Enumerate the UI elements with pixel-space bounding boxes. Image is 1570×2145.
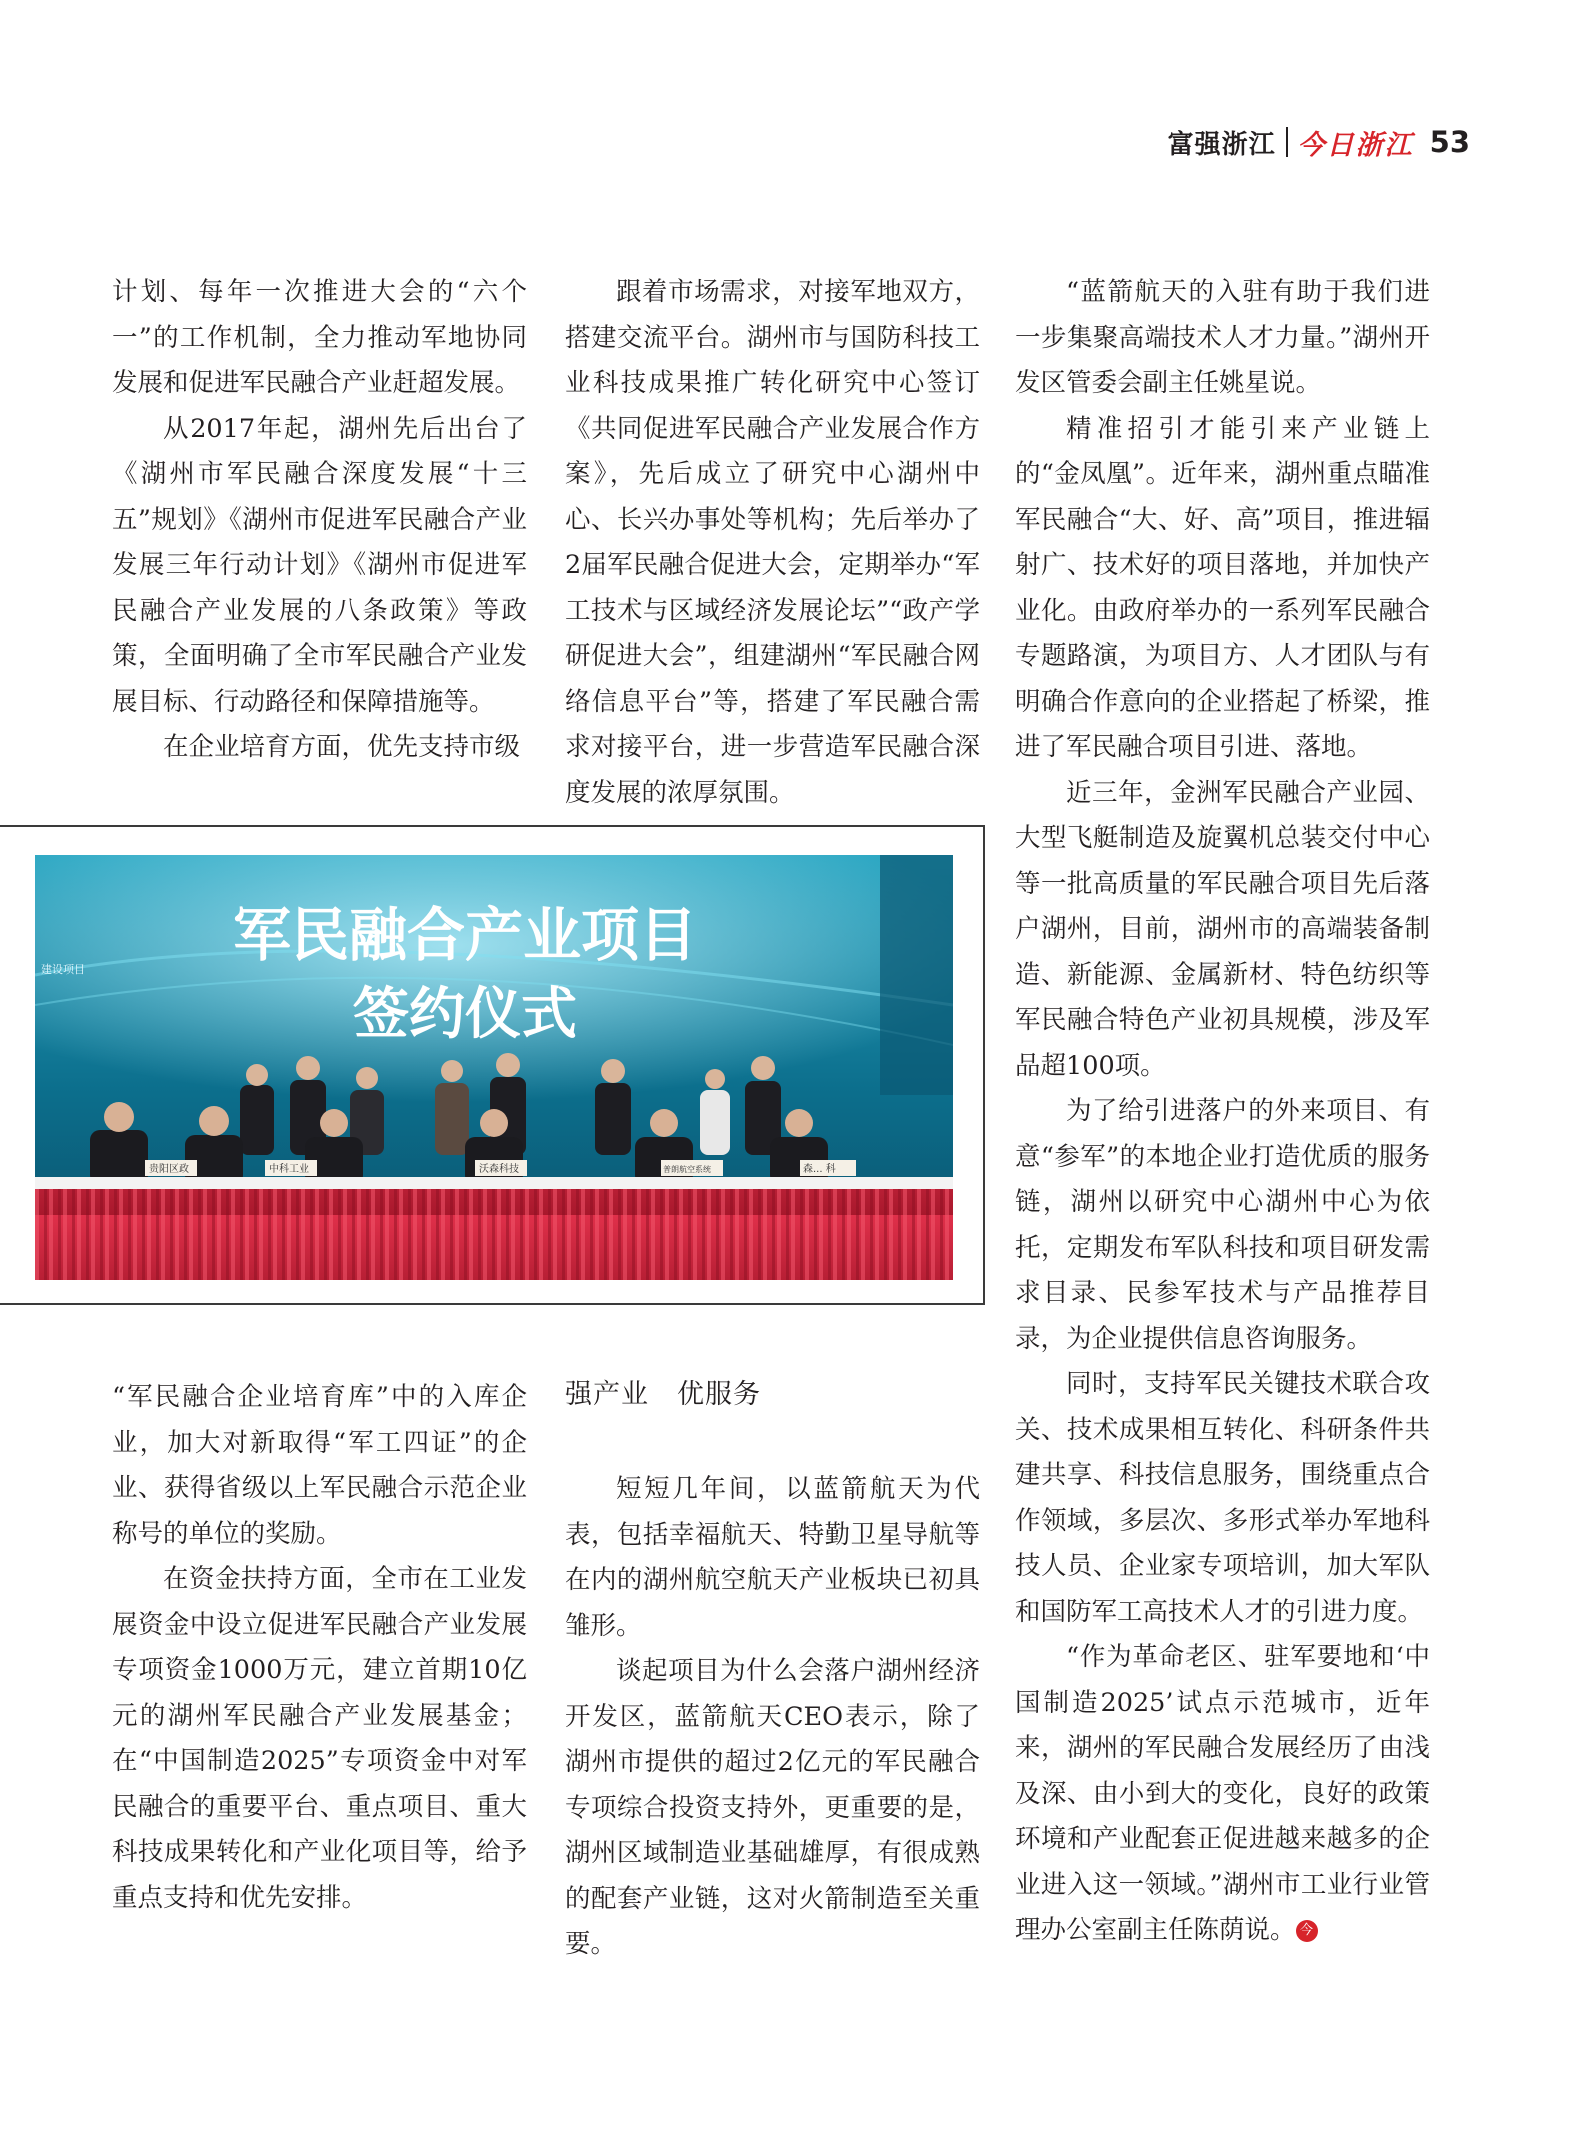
paragraph: 近三年，金洲军民融合产业园、大型飞艇制造及旋翼机总装交付中心等一批高质量的军民融合项目先后落户湖州，目前，湖州市的高端装备制造、新能源、金属新材、特色纺织等军民融合特色产业初具规模，涉及军品超100项。 [1015, 777, 1430, 1081]
section-title: 富强浙江 [1167, 129, 1276, 160]
nameplate-1: 贵阳区政 [149, 1164, 189, 1175]
end-mark-icon: 今 [1296, 1920, 1318, 1942]
paragraph: 短短几年间，以蓝箭航天为代表，包括幸福航天、特勤卫星导航等在内的湖州航空航天产业板块已初具雏形。 [565, 1474, 980, 1641]
paragraph: 在资金扶持方面，全市在工业发展资金中设立促进军民融合产业发展专项资金1000万元，建立首期10亿元的湖州军民融合产业发展基金；在“中国制造2025”专项资金中对军民融合的重要平台、重点项目、重大科技成果转化和产业化项目等，给予重点支持和优先安排。 [112, 1564, 527, 1913]
column-bottom-left [112, 1375, 527, 1921]
paragraph: 在企业培育方面，优先支持市级 [163, 732, 521, 762]
paragraph [1015, 1635, 1430, 1954]
page-header [1168, 120, 1470, 164]
photo-frame [0, 825, 985, 1305]
header-divider [1286, 127, 1288, 157]
paragraph: 精准招引才能引来产业链上的“金凤凰”。近年来，湖州重点瞄准军民融合“大、好、高”项目，推进辐射广、技术好的项目落地，并加快产业化。由政府举办的一系列军民融合专题路演，为项目方、人才团队与有明确合作意向的企业搭起了桥梁，推进了军民融合项目引进、落地。 [1015, 413, 1430, 762]
photo-illustration [35, 855, 953, 1280]
nameplate-4: 普朗航空系统 [663, 1165, 711, 1174]
magazine-logo: 今日浙江 [1297, 129, 1414, 161]
nameplate-2: 中科工业 [269, 1164, 309, 1175]
paragraph: “蓝箭航天的入驻有助于我们进一步集聚高端技术人才力量。”湖州开发区管委会副主任姚星说。 [1015, 277, 1430, 398]
signing-ceremony-photo [35, 855, 953, 1280]
nameplate-5: 森... 科 [803, 1164, 836, 1175]
paragraph: “军民融合企业培育库”中的入库企业，加大对新取得“军工四证”的企业、获得省级以上军民融合示范企业称号的单位的奖励。 [112, 1382, 527, 1549]
column-top-middle [565, 270, 980, 816]
column-top-left [112, 270, 527, 771]
paragraph: 从2017年起，湖州先后出台了《湖州市军民融合深度发展“十三五”规划》《湖州市促进军民融合产业发展三年行动计划》《湖州市促进军民融合产业发展的八条政策》等政策，全面明确了全市军民融合产业发展目标、行动路径和保障措施等。 [112, 413, 527, 717]
paragraph: 为了给引进落户的外来项目、有意“参军”的本地企业打造优质的服务链，湖州以研究中心湖州中心为依托，定期发布军队科技和项目研发需求目录、民参军技术与产品推荐目录，为企业提供信息咨询服务。 [1015, 1096, 1430, 1354]
page-number: 53 [1429, 125, 1470, 159]
paragraph-text: “作为革命老区、驻军要地和‘中国制造2025’试点示范城市，近年来，湖州的军民融合发展经历了由浅及深、由小到大的变化，良好的政策环境和产业配套正促进越来越多的企业进入这一领域。”湖州市工业行业管理办公室副主任陈荫说。 [1015, 1642, 1430, 1945]
paragraph: 同时，支持军民关键技术联合攻关、技术成果相互转化、科研条件共建共享、科技信息服务，围绕重点合作领域，多层次、多形式举办军地科技人员、企业家专项培训，加大军队和国防军工高技术人才的引进力度。 [1015, 1369, 1430, 1627]
paragraph: 跟着市场需求，对接军地双方，搭建交流平台。湖州市与国防科技工业科技成果推广转化研究中心签订《共同促进军民融合产业发展合作方案》，先后成立了研究中心湖州中心、长兴办事处等机构；先后举办了2届军民融合促进大会，定期举办“军工技术与区域经济发展论坛”“政产学研促进大会”，组建湖州“军民融合网络信息平台”等，搭建了军民融合需求对接平台，进一步营造军民融合深度发展的浓厚氛围。 [565, 277, 980, 808]
column-right [1015, 270, 1430, 1954]
paragraph: 计划、每年一次推进大会的“六个一”的工作机制，全力推动军地协同发展和促进军民融合产业赶超发展。 [112, 277, 527, 398]
side-banner-text: 建设项目 [41, 963, 85, 976]
section-heading: 强产业 优服务 [565, 1379, 761, 1410]
banner-subtitle: 签约仪式 [353, 982, 577, 1047]
paragraph: 谈起项目为什么会落户湖州经济开发区，蓝箭航天CEO表示，除了湖州市提供的超过2亿元的军民融合专项综合投资支持外，更重要的是，湖州区域制造业基础雄厚，有很成熟的配套产业链，这对火箭制造至关重要。 [565, 1656, 980, 1959]
column-bottom-middle [565, 1375, 980, 1968]
banner-title: 军民融合产业项目 [232, 901, 698, 969]
nameplate-3: 沃森科技 [479, 1164, 519, 1175]
